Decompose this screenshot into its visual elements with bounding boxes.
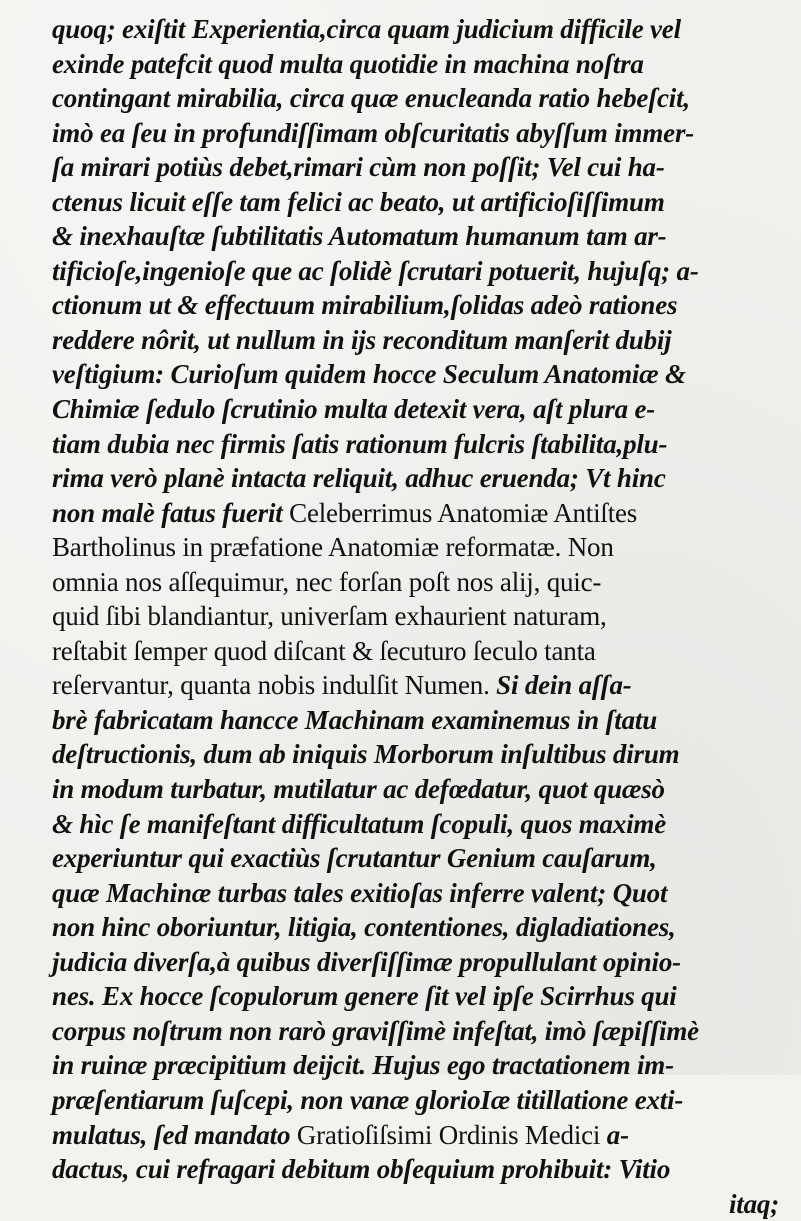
italic-run: in ruinæ præcipitium deijcit. Hujus ego tractationem im- <box>52 1050 674 1081</box>
italic-run: experiuntur qui exactiùs ſcrutantur Genium cauſarum, <box>52 843 657 874</box>
text-line <box>52 668 787 703</box>
text-line <box>52 1118 787 1153</box>
text-line <box>52 772 787 807</box>
text-line <box>52 703 787 738</box>
italic-run: corpus noſtrum non rarò graviſſimè infeſtat, imò ſæpiſſimè <box>52 1015 699 1046</box>
text-line <box>52 1083 787 1118</box>
italic-run: in modum turbatur, mutilatur ac defœdatur, quot quæsò <box>52 774 665 805</box>
roman-run: quid ſibi blandiantur, univerſam exhaurient naturam, <box>52 601 607 632</box>
italic-run: deſtructionis, dum ab iniquis Morborum inſultibus dirum <box>52 739 680 770</box>
body-text <box>52 12 787 1221</box>
italic-run: præſentiarum ſuſcepi, non vanæ glorioIæ titillatione exti- <box>52 1084 684 1115</box>
italic-run: imò ea ſeu in profundiſſimam obſcuritatis abyſſum immer- <box>52 117 695 148</box>
text-line <box>52 634 787 669</box>
italic-run: dactus, cui refragari debitum obſequium prohibuit: Vitio <box>52 1154 671 1185</box>
text-line <box>52 910 787 945</box>
roman-run: reſtabit ſemper quod diſcant & ſecuturo ſeculo tanta <box>52 635 596 666</box>
text-line <box>52 116 787 151</box>
roman-run: Gratioſiſsimi Ordinis Medici <box>296 1119 607 1150</box>
text-line <box>52 530 787 565</box>
italic-run: & inexhauſtæ ſubtilitatis Automatum humanum tam ar- <box>52 221 667 252</box>
text-line <box>52 737 787 772</box>
italic-run: & hìc ſe manifeſtant difficultatum ſcopuli, quos maximè <box>52 808 667 839</box>
italic-run: brè fabricatam hancce Machinam examinemus in ſtatu <box>52 704 658 735</box>
italic-run: non hinc oboriuntur, litigia, contentiones, digladiationes, <box>52 912 676 943</box>
text-line <box>52 496 787 531</box>
text-line <box>52 150 787 185</box>
text-line <box>52 565 787 600</box>
italic-run: exinde patefcit quod multa quotidie in machina noſtra <box>52 48 644 79</box>
roman-run: Celeberrimus Anatomiæ Antiſtes <box>289 497 638 528</box>
roman-run: reſervantur, quanta nobis indulſit Numen. <box>52 670 497 701</box>
text-line <box>52 427 787 462</box>
italic-run: quæ Machinæ turbas tales exitioſas inferre valent; Quot <box>52 877 668 908</box>
catchword: itaq; <box>729 1188 779 1219</box>
roman-run: Bartholinus in præfatione Anatomiæ reformatæ. Non <box>52 532 614 563</box>
italic-run: mulatus, ſed mandato <box>52 1119 297 1150</box>
text-line <box>52 461 787 496</box>
text-line <box>52 47 787 82</box>
italic-run: Si dein aſſa- <box>496 670 632 701</box>
text-line <box>52 807 787 842</box>
italic-run: ctenus licuit eſſe tam felici ac beato, ut artificioſiſſimum <box>52 186 665 217</box>
italic-run: ſa mirari potiùs debet,rimari cùm non poſſit; Vel cui ha- <box>52 152 665 183</box>
text-line <box>52 1152 787 1187</box>
italic-run: nes. Ex hocce ſcopulorum genere ſit vel ipſe Scirrhus qui <box>52 981 677 1012</box>
italic-run: rima verò planè intacta reliquit, adhuc eruenda; Vt hinc <box>52 463 666 494</box>
text-line <box>52 323 787 358</box>
italic-run: veſtigium: Curioſum quidem hocce Seculum Anatomiæ & <box>52 359 686 390</box>
text-line <box>52 841 787 876</box>
text-line <box>52 185 787 220</box>
text-line <box>52 599 787 634</box>
text-line <box>52 219 787 254</box>
text-line <box>52 1014 787 1049</box>
text-line <box>52 81 787 116</box>
text-line <box>52 254 787 289</box>
italic-run: reddere nôrit, ut nullum in ijs reconditum manſerit dubij <box>52 324 672 355</box>
text-line <box>52 288 787 323</box>
italic-run: tificioſe,ingenioſe que ac ſolidè ſcrutari potuerit, hujuſq; a- <box>52 255 699 286</box>
text-line <box>52 12 787 47</box>
text-line <box>52 1048 787 1083</box>
text-line <box>52 979 787 1014</box>
italic-run: quoq; exiſtit Experientia,circa quam judicium difficile vel <box>52 14 681 44</box>
italic-run: non malè fatus fuerit <box>52 497 290 528</box>
italic-run: a- <box>606 1119 629 1150</box>
text-line <box>52 357 787 392</box>
italic-run: Chimiæ ſedulo ſcrutinio multa detexit vera, aſt plura e- <box>52 394 656 425</box>
italic-run: tiam dubia nec firmis ſatis rationum fulcris ſtabilita,plu- <box>52 428 668 459</box>
italic-run: contingant mirabilia, circa quæ enucleanda ratio hebeſcit, <box>52 83 690 114</box>
text-line <box>52 392 787 427</box>
italic-run: ctionum ut & effectuum mirabilium,ſolidas adeò rationes <box>52 290 678 321</box>
text-line <box>52 945 787 980</box>
text-line <box>52 876 787 911</box>
italic-run: judicia diverſa,à quibus diverſiſſimæ propullulant opinio- <box>52 946 681 977</box>
roman-run: omnia nos aſſequimur, nec forſan poſt nos alij, quic- <box>52 566 602 597</box>
